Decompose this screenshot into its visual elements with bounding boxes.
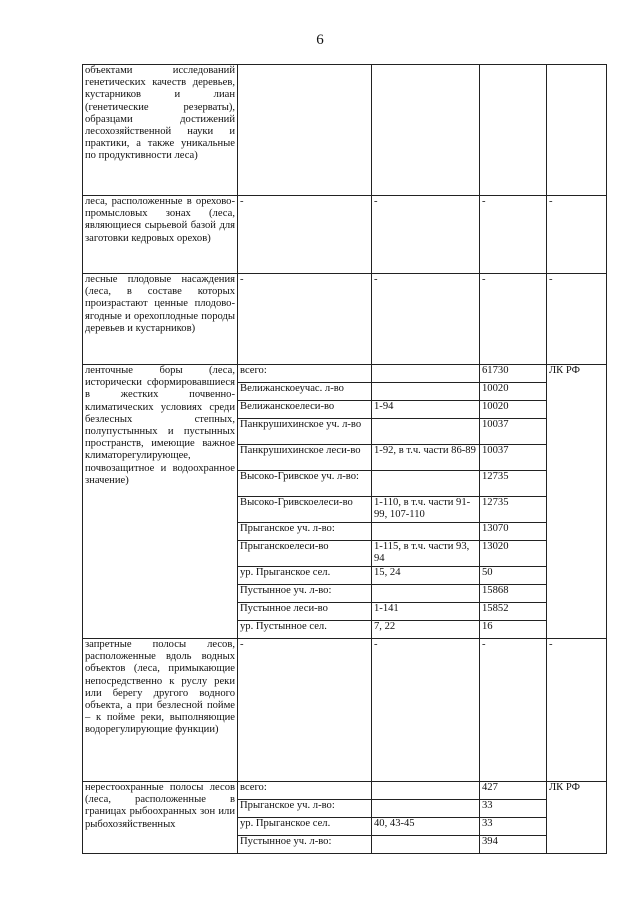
dash-cell: - [372, 639, 480, 782]
category-cell: объектами исследований генетических качеств деревьев, кустарников и лиан (генетические резерваты), образцами достижений лесохозяйственной науки и практики, а также уникальные по продуктивности леса) [83, 65, 238, 196]
category-cell: нерестоохранные полосы лесов (леса, расположенные в границах рыбоохранных зон или рыбохозяйственных [83, 782, 238, 854]
area-cell: 50 [480, 567, 547, 585]
subdivision-cell: всего: [238, 365, 372, 383]
category-cell: лесные плодовые насаждения (леса, в составе которых произрастают ценные плодово-ягодные и орехоплодные породы деревьев и кустарников) [83, 274, 238, 365]
blocks-cell [372, 585, 480, 603]
area-cell: 15852 [480, 603, 547, 621]
category-cell: запретные полосы лесов, расположенные вдоль водных объектов (леса, примыкающие непосредственно к руслу реки или берегу другого водного объекта, а при безлесной пойме – к пойме реки, выполняющие водорегулирующие функции) [83, 639, 238, 782]
subdivision-cell: Панкрушихинское леси-во [238, 445, 372, 471]
blocks-cell: 15, 24 [372, 567, 480, 585]
subdivision-cell: Велижанскоеучас. л-во [238, 383, 372, 401]
blocks-cell [372, 836, 480, 854]
dash-cell: - [480, 639, 547, 782]
subdivision-cell: Велижанскоелеси-во [238, 401, 372, 419]
subdivision-cell: ур. Прыганское сел. [238, 818, 372, 836]
dash-cell: - [238, 274, 372, 365]
blocks-cell: 40, 43-45 [372, 818, 480, 836]
area-cell: 10020 [480, 383, 547, 401]
subdivision-cell: всего: [238, 782, 372, 800]
area-cell: 33 [480, 800, 547, 818]
table-row [83, 782, 607, 800]
blocks-cell: 1-110, в т.ч. части 91-99, 107-110 [372, 497, 480, 523]
subdivision-cell: Пустынное уч. л-во: [238, 585, 372, 603]
category-cell: ленточные боры (леса, исторически сформировавшиеся в жестких почвенно-климатических условиях среди безлесных степных, полупустынных и пустынных пространств, имеющие важное климаторегулирующее, почвозащитное и водоохранное значение) [83, 365, 238, 639]
blocks-cell: 1-115, в т.ч. части 93, 94 [372, 541, 480, 567]
table-row [83, 365, 607, 383]
subdivision-cell: ур. Прыганское сел. [238, 567, 372, 585]
blocks-cell: 1-92, в т.ч. части 86-89 [372, 445, 480, 471]
blocks-cell [372, 419, 480, 445]
subdivision-cell: Пустынное леси-во [238, 603, 372, 621]
area-cell: 33 [480, 818, 547, 836]
area-cell: 13070 [480, 523, 547, 541]
blocks-cell [372, 471, 480, 497]
blocks-cell [372, 523, 480, 541]
empty-cell [480, 65, 547, 196]
area-cell: 427 [480, 782, 547, 800]
area-cell: 61730 [480, 365, 547, 383]
blocks-cell: 7, 22 [372, 621, 480, 639]
dash-cell: - [547, 274, 607, 365]
blocks-cell: 1-94 [372, 401, 480, 419]
area-cell: 10037 [480, 419, 547, 445]
empty-cell [238, 65, 372, 196]
dash-cell: - [238, 639, 372, 782]
empty-cell [372, 65, 480, 196]
empty-cell [547, 65, 607, 196]
blocks-cell [372, 800, 480, 818]
subdivision-cell: Высоко-Гривскоелеси-во [238, 497, 372, 523]
blocks-cell [372, 383, 480, 401]
blocks-cell [372, 365, 480, 383]
table-row [83, 639, 607, 782]
dash-cell: - [480, 196, 547, 274]
legal-document-cell: ЛК РФ [547, 365, 607, 639]
page-number: 6 [316, 32, 324, 48]
dash-cell: - [372, 196, 480, 274]
blocks-cell [372, 782, 480, 800]
area-cell: 394 [480, 836, 547, 854]
subdivision-cell: Прыганское уч. л-во: [238, 523, 372, 541]
table-row [83, 274, 607, 365]
area-cell: 12735 [480, 497, 547, 523]
subdivision-cell: Прыганскоелеси-во [238, 541, 372, 567]
area-cell: 13020 [480, 541, 547, 567]
area-cell: 10037 [480, 445, 547, 471]
table-row [83, 196, 607, 274]
forest-category-table [82, 64, 607, 854]
dash-cell: - [238, 196, 372, 274]
legal-document-cell: ЛК РФ [547, 782, 607, 854]
table-row [83, 65, 607, 196]
area-cell: 12735 [480, 471, 547, 497]
subdivision-cell: Прыганское уч. л-во: [238, 800, 372, 818]
dash-cell: - [372, 274, 480, 365]
subdivision-cell: Пустынное уч. л-во: [238, 836, 372, 854]
dash-cell: - [547, 196, 607, 274]
blocks-cell: 1-141 [372, 603, 480, 621]
subdivision-cell: ур. Пустынное сел. [238, 621, 372, 639]
area-cell: 15868 [480, 585, 547, 603]
subdivision-cell: Высоко-Гривское уч. л-во: [238, 471, 372, 497]
subdivision-cell: Панкрушихинское уч. л-во [238, 419, 372, 445]
dash-cell: - [547, 639, 607, 782]
dash-cell: - [480, 274, 547, 365]
category-cell: леса, расположенные в орехово-промысловых зонах (леса, являющиеся сырьевой базой для заготовки кедровых орехов) [83, 196, 238, 274]
area-cell: 10020 [480, 401, 547, 419]
area-cell: 16 [480, 621, 547, 639]
